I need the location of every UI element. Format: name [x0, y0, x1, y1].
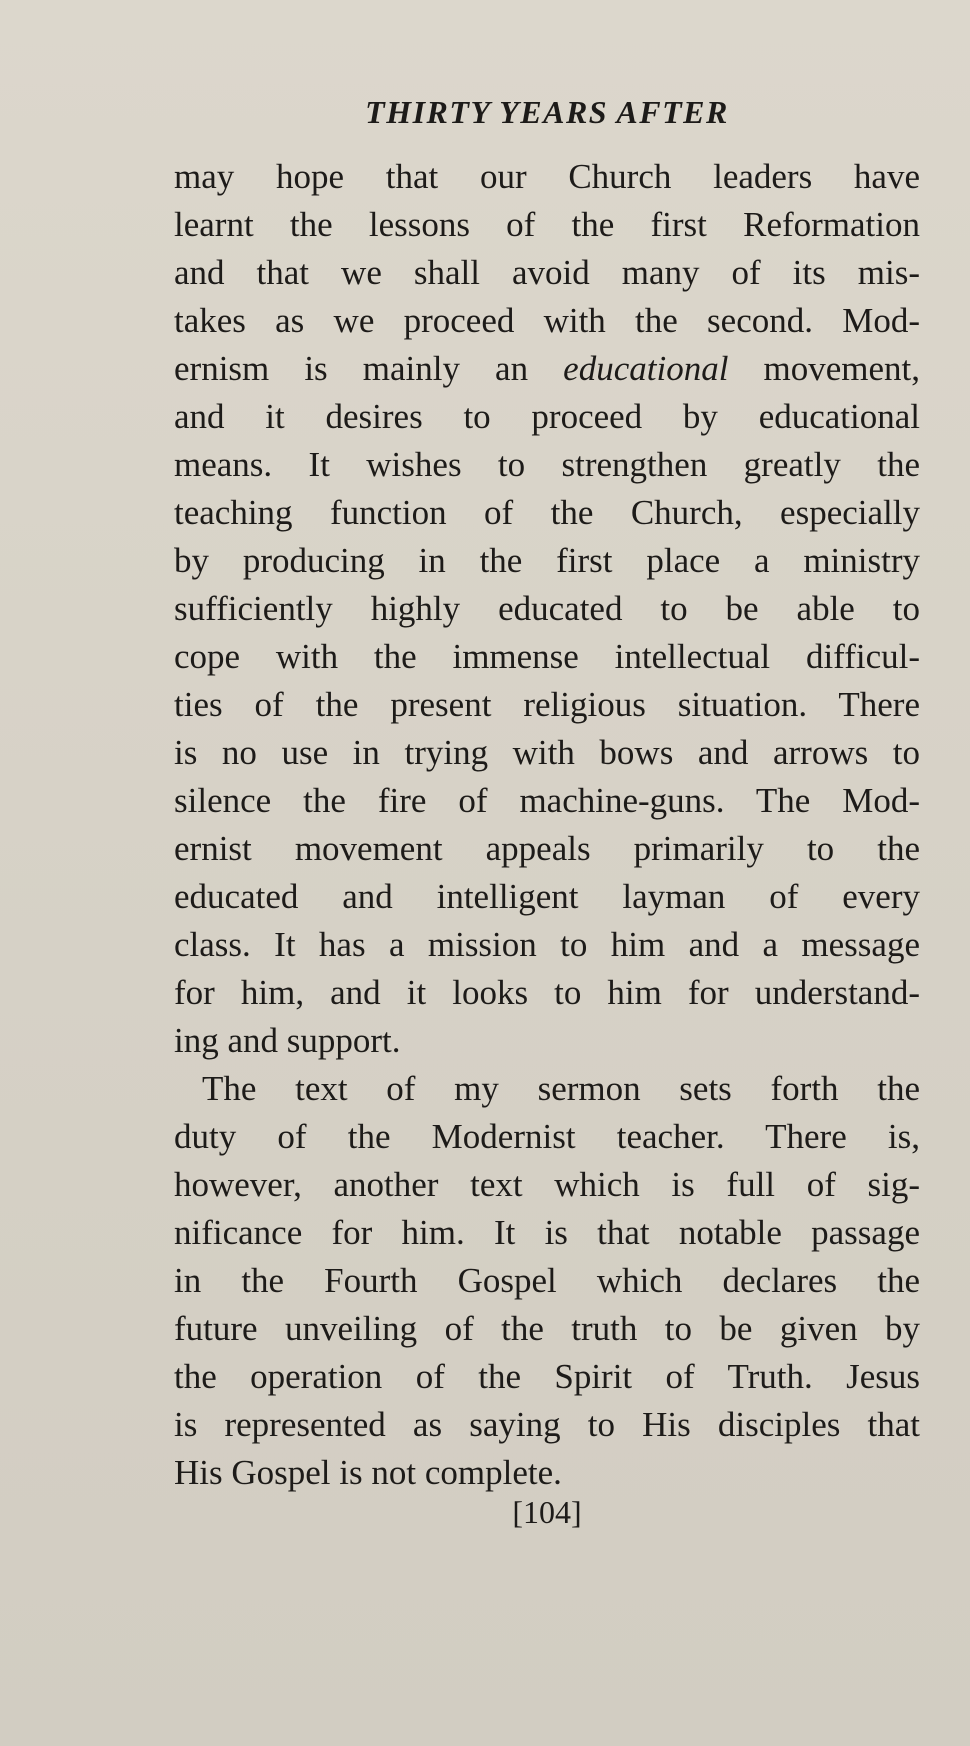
text-line [174, 345, 920, 393]
paragraph-1 [174, 153, 920, 1065]
text-line: silence the fire of machine-guns. The Mod- [174, 781, 920, 820]
text-line: by producing in the first place a ministry [174, 541, 920, 580]
text-line: for him, and it looks to him for understand- [174, 973, 920, 1012]
text-line: is no use in trying with bows and arrows to [174, 733, 920, 772]
paragraph-2 [174, 1065, 920, 1497]
text-line: educated and intelligent layman of every [174, 877, 920, 916]
text-line: and that we shall avoid many of its mis- [174, 253, 920, 292]
text-line: is represented as saying to His disciples that [174, 1405, 920, 1444]
text-line: however, another text which is full of sig- [174, 1165, 920, 1204]
text-line: the operation of the Spirit of Truth. Jesus [174, 1357, 920, 1396]
text-line: nificance for him. It is that notable passage [174, 1213, 920, 1252]
text-line: takes as we proceed with the second. Mod- [174, 301, 920, 340]
text-line: teaching function of the Church, especially [174, 493, 920, 532]
running-head: THIRTY YEARS AFTER [365, 94, 729, 130]
text-line-segment: movement, [728, 349, 920, 388]
text-line: future unveiling of the truth to be given by [174, 1309, 920, 1348]
text-line: The text of my sermon sets forth the [202, 1069, 920, 1108]
text-line: ties of the present religious situation. There [174, 685, 920, 724]
text-line: ing and support. [174, 1021, 401, 1060]
text-line: in the Fourth Gospel which declares the [174, 1261, 920, 1300]
text-line: duty of the Modernist teacher. There is, [174, 1117, 920, 1156]
text-line: His Gospel is not complete. [174, 1453, 562, 1492]
italic-emphasis: educational [563, 349, 729, 388]
text-line: class. It has a mission to him and a message [174, 925, 920, 964]
body-text [174, 153, 920, 1497]
text-line-segment: ernism is mainly an [174, 349, 564, 388]
text-line: sufficiently highly educated to be able to [174, 589, 920, 628]
text-line: ernist movement appeals primarily to the [174, 829, 920, 868]
text-line: means. It wishes to strengthen greatly the [174, 445, 920, 484]
text-line: learnt the lessons of the first Reformation [174, 205, 920, 244]
page-number: [104] [512, 1494, 582, 1530]
text-line: and it desires to proceed by educational [174, 397, 920, 436]
text-line: may hope that our Church leaders have [174, 157, 920, 196]
text-line: cope with the immense intellectual difficul- [174, 637, 920, 676]
